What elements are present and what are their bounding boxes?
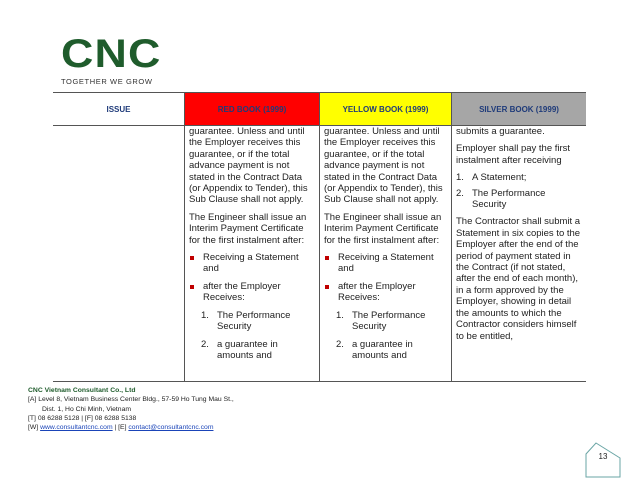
bullet-square-icon — [325, 285, 329, 289]
bullet-square-icon — [190, 256, 194, 260]
silver-item-2 — [456, 188, 582, 211]
footer-email-separator: | [E] — [112, 424, 129, 432]
yellow-para-1: guarantee. Unless and until the Employer receives this guarantee, or if the total advance payment is not stated in the Contract Data (or Appendix to Tender), this Sub Clause shall not apply. — [324, 126, 443, 206]
red-bullet-2-text: after the Employer Receives: — [203, 280, 281, 304]
table-body-row — [53, 126, 586, 382]
yellow-book-cell — [320, 126, 452, 381]
website-link[interactable]: www.consultantcnc.com — [40, 424, 113, 432]
logo-wordmark: CNC — [61, 32, 162, 76]
issue-cell — [53, 126, 185, 381]
silver-item-1-text: A Statement; — [472, 172, 527, 184]
yellow-item-1 — [324, 310, 447, 333]
footer-address-1: [A] Level 8, Vietnam Business Center Bldg., 57-59 Ho Tung Mau St., — [28, 396, 234, 404]
yellow-item-2 — [324, 339, 447, 362]
red-bullet-1 — [189, 252, 315, 275]
silver-item-1-number: 1. — [456, 172, 464, 184]
red-item-2 — [189, 339, 315, 362]
red-book-cell — [185, 126, 320, 381]
red-item-1 — [189, 310, 315, 333]
footer-web-prefix: [W] — [28, 424, 41, 432]
silver-para-2: Employer shall pay the first instalment after receiving — [456, 143, 571, 166]
cnc-logo — [61, 34, 161, 86]
yellow-item-1-number: 1. — [336, 309, 344, 321]
silver-book-cell — [452, 126, 586, 381]
logo-tagline: TOGETHER WE GROW — [61, 77, 153, 86]
yellow-para-2: The Engineer shall issue an Interim Payment Certificate for the first instalment after: — [324, 211, 442, 246]
page-number: 13 — [598, 452, 608, 461]
footer-address-2: Dist. 1, Ho Chi Minh, Vietnam — [42, 405, 132, 413]
yellow-item-2-number: 2. — [336, 338, 344, 350]
red-item-2-text: a guarantee in amounts and — [217, 338, 278, 361]
yellow-item-2-text: a guarantee in amounts and — [352, 338, 413, 361]
email-link[interactable]: contact@consultantcnc.com — [128, 424, 214, 432]
header-silver-book: SILVER BOOK (1999) — [452, 93, 586, 125]
yellow-bullet-2 — [324, 281, 447, 304]
yellow-item-1-text: The Performance Security — [352, 309, 426, 333]
footer-company: CNC Vietnam Consultant Co., Ltd — [28, 387, 136, 394]
table-header-row — [53, 92, 586, 126]
silver-item-2-text: The Performance Security — [472, 187, 546, 211]
red-bullet-2 — [189, 281, 315, 304]
red-item-1-number: 1. — [201, 309, 209, 321]
yellow-bullet-1-text: Receiving a Statement and — [338, 252, 434, 275]
red-bullet-1-text: Receiving a Statement and — [203, 252, 299, 275]
silver-para-3: The Contractor shall submit a Statement in six copies to the Employer after the end of the period of payment stated in the Contract (if not stated, after the end of each month), in a form approved by the Employer, showing in detail the amounts to which the Contractor considers himself to be entitled, — [456, 216, 581, 342]
bullet-square-icon — [325, 256, 329, 260]
red-para-1: guarantee. Unless and until the Employer receives this guarantee, or if the total advance payment is not stated in the Contract Data (or Appendix to Tender), this Sub Clause shall not apply. — [189, 126, 308, 206]
footer — [28, 386, 234, 432]
silver-item-2-number: 2. — [456, 187, 464, 199]
bullet-square-icon — [190, 285, 194, 289]
footer-contact — [28, 423, 234, 432]
silver-item-1 — [456, 172, 582, 183]
red-item-1-text: The Performance Security — [217, 309, 291, 333]
yellow-bullet-2-text: after the Employer Receives: — [338, 280, 416, 304]
footer-phone: [T] 08 6288 5128 | [F] 08 6288 5138 — [28, 414, 137, 422]
header-issue: ISSUE — [53, 93, 185, 125]
header-yellow-book: YELLOW BOOK (1999) — [320, 93, 452, 125]
red-item-2-number: 2. — [201, 338, 209, 350]
yellow-bullet-1 — [324, 252, 447, 275]
silver-para-1: submits a guarantee. — [456, 126, 545, 137]
red-para-2: The Engineer shall issue an Interim Payment Certificate for the first instalment after: — [189, 211, 307, 246]
header-red-book: RED BOOK (1999) — [185, 93, 320, 125]
